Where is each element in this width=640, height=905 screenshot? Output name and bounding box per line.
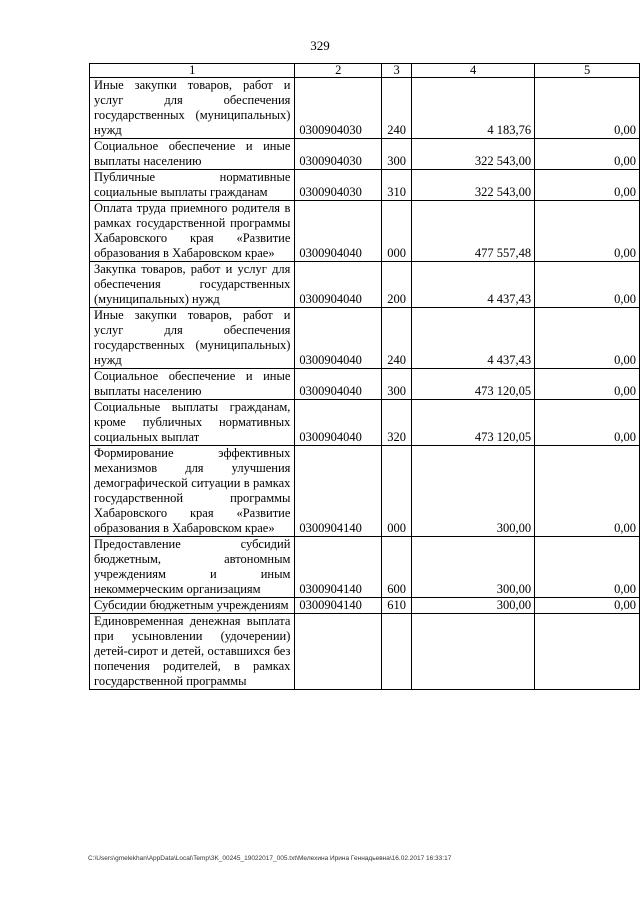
column-header: 5: [535, 64, 640, 78]
row-expense-type: 200: [382, 262, 412, 308]
row-amount-col5: 0,00: [535, 598, 640, 614]
table-row: [90, 369, 640, 400]
row-expense-type: 310: [382, 170, 412, 201]
row-target-code: 0300904040: [295, 262, 382, 308]
row-amount: 477 557,48: [412, 201, 535, 262]
column-header: 1: [90, 64, 295, 78]
row-expense-type: 300: [382, 369, 412, 400]
row-amount-col5: 0,00: [535, 400, 640, 446]
row-amount-col5: 0,00: [535, 537, 640, 598]
row-target-code: 0300904140: [295, 598, 382, 614]
row-amount: 4 437,43: [412, 308, 535, 369]
table-row: [90, 537, 640, 598]
row-amount-col5: 0,00: [535, 78, 640, 139]
row-target-code: 0300904030: [295, 78, 382, 139]
table-row: [90, 201, 640, 262]
row-target-code: 0300904040: [295, 369, 382, 400]
budget-table: [89, 63, 640, 690]
row-description: Субсидии бюджетным учреждениям: [90, 598, 295, 614]
row-amount: 473 120,05: [412, 369, 535, 400]
row-expense-type: 600: [382, 537, 412, 598]
row-amount-col5: 0,00: [535, 139, 640, 170]
row-target-code: 0300904140: [295, 537, 382, 598]
row-expense-type: 240: [382, 308, 412, 369]
row-expense-type: 000: [382, 201, 412, 262]
row-target-code: 0300904140: [295, 446, 382, 537]
row-target-code: 0300904040: [295, 308, 382, 369]
table-row: [90, 78, 640, 139]
table-row: [90, 170, 640, 201]
row-expense-type: 300: [382, 139, 412, 170]
row-amount: 300,00: [412, 446, 535, 537]
row-amount-col5: [535, 614, 640, 690]
row-description: Закупка товаров, работ и услуг для обеспечения государственных (муниципальных) нужд: [90, 262, 295, 308]
row-target-code: [295, 614, 382, 690]
row-description: Публичные нормативные социальные выплаты гражданам: [90, 170, 295, 201]
row-amount-col5: 0,00: [535, 446, 640, 537]
row-amount-col5: 0,00: [535, 262, 640, 308]
row-amount: 4 437,43: [412, 262, 535, 308]
row-description: Иные закупки товаров, работ и услуг для обеспечения государственных (муниципальных) нужд: [90, 308, 295, 369]
row-amount: 300,00: [412, 537, 535, 598]
table-row: [90, 262, 640, 308]
row-amount: 322 543,00: [412, 170, 535, 201]
row-target-code: 0300904030: [295, 139, 382, 170]
column-header: 2: [295, 64, 382, 78]
table-row: [90, 446, 640, 537]
table-row: [90, 598, 640, 614]
row-description: Социальные выплаты гражданам, кроме публичных нормативных социальных выплат: [90, 400, 295, 446]
row-description: Единовременная денежная выплата при усыновлении (удочерении) детей-сирот и детей, оставшихся без попечения родителей, в рамках государственной программы: [90, 614, 295, 690]
row-description: Формирование эффективных механизмов для улучшения демографической ситуации в рамках государственной программы Хабаровского края «Развитие образования в Хабаровском крае»: [90, 446, 295, 537]
row-amount-col5: 0,00: [535, 201, 640, 262]
page-number: 329: [310, 38, 330, 53]
row-amount: 322 543,00: [412, 139, 535, 170]
column-header: 3: [382, 64, 412, 78]
table-row: [90, 139, 640, 170]
row-target-code: 0300904040: [295, 201, 382, 262]
row-description: Социальное обеспечение и иные выплаты населению: [90, 139, 295, 170]
row-description: Предоставление субсидий бюджетным, автономным учреждениям и иным некоммерческим организациям: [90, 537, 295, 598]
row-amount: 4 183,76: [412, 78, 535, 139]
table-header-row: [90, 64, 640, 78]
row-amount-col5: 0,00: [535, 308, 640, 369]
row-target-code: 0300904040: [295, 400, 382, 446]
row-description: Оплата труда приемного родителя в рамках государственной программы Хабаровского края «Развитие образования в Хабаровском крае»: [90, 201, 295, 262]
row-description: Социальное обеспечение и иные выплаты населению: [90, 369, 295, 400]
table-row: [90, 400, 640, 446]
row-amount: 300,00: [412, 598, 535, 614]
row-expense-type: 240: [382, 78, 412, 139]
row-amount: [412, 614, 535, 690]
row-description: Иные закупки товаров, работ и услуг для обеспечения государственных (муниципальных) нужд: [90, 78, 295, 139]
row-expense-type: 320: [382, 400, 412, 446]
row-target-code: 0300904030: [295, 170, 382, 201]
document-footer-path: C:\Users\gmelekhan\AppData\Local\Temp\3K_00245_19022017_005.txt\Мелехина Ирина Геннадьевна\16.02.2017 16:33:17: [88, 855, 452, 862]
table-row: [90, 308, 640, 369]
column-header: 4: [412, 64, 535, 78]
row-amount: 473 120,05: [412, 400, 535, 446]
row-expense-type: [382, 614, 412, 690]
row-expense-type: 610: [382, 598, 412, 614]
table-row: [90, 614, 640, 690]
row-amount-col5: 0,00: [535, 170, 640, 201]
row-amount-col5: 0,00: [535, 369, 640, 400]
row-expense-type: 000: [382, 446, 412, 537]
